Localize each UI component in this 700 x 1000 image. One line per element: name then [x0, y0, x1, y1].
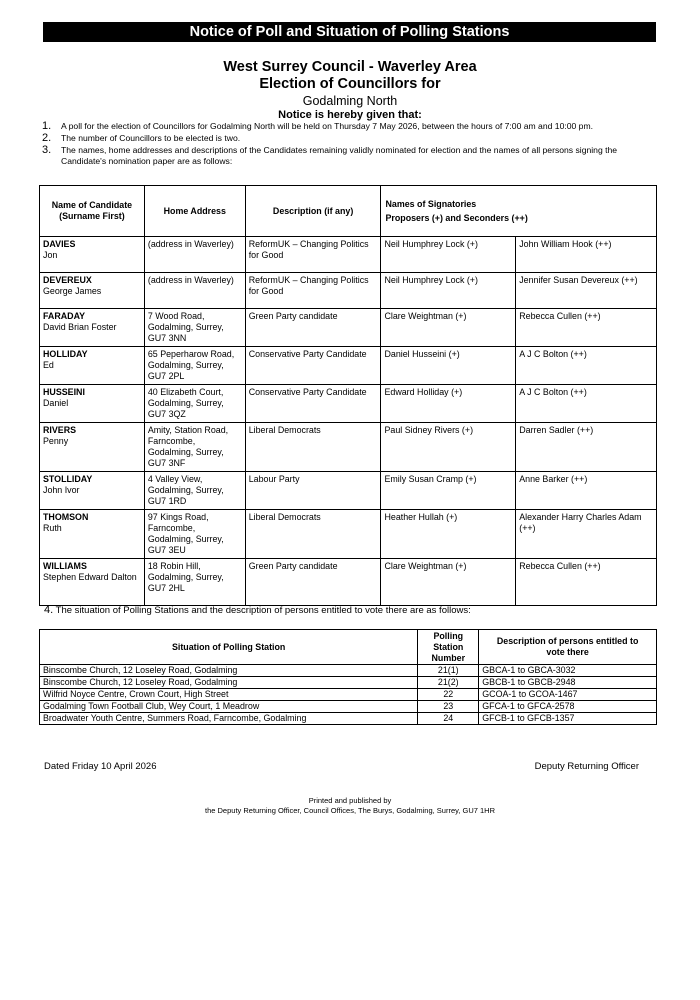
- candidate-row: [40, 472, 657, 510]
- point-number: 3.: [42, 144, 52, 156]
- header-persons-entitled: [479, 630, 657, 665]
- notice-points: [42, 121, 662, 167]
- point-number: 2.: [42, 132, 52, 144]
- notice-heading: Notice is hereby given that:: [278, 109, 422, 121]
- candidate-address: 40 Elizabeth Court, Godalming, Surrey, GU7 3QZ: [144, 385, 245, 423]
- seconder: Rebecca Cullen (++): [516, 559, 657, 606]
- station-row: [40, 665, 657, 677]
- candidate-address: 7 Wood Road, Godalming, Surrey, GU7 3NN: [144, 309, 245, 347]
- notice-point: [42, 145, 662, 166]
- printed-line: the Deputy Returning Officer, Council Offices, The Burys, Godalming, Surrey, GU7 1HR: [205, 806, 495, 815]
- proposer: Edward Holliday (+): [381, 385, 516, 423]
- station-situation: Godalming Town Football Club, Wey Court, 1 Meadrow: [40, 701, 418, 713]
- candidate-surname: WILLIAMS: [43, 561, 87, 571]
- candidate-surname: STOLLIDAY: [43, 474, 93, 484]
- header-candidate-name: [40, 186, 145, 237]
- candidate-surname: RIVERS: [43, 425, 77, 435]
- section-number: 4.: [44, 604, 54, 616]
- candidate-description: Conservative Party Candidate: [245, 347, 381, 385]
- candidate-forenames: Ed: [43, 360, 54, 370]
- station-number: 21(2): [418, 677, 479, 689]
- ward-name: Godalming North: [302, 94, 398, 108]
- header-situation: Situation of Polling Station: [40, 630, 418, 665]
- candidate-description: Green Party candidate: [245, 559, 381, 606]
- proposer: Paul Sidney Rivers (+): [381, 423, 516, 472]
- election-title: Election of Councillors for: [259, 76, 441, 92]
- candidate-description: Conservative Party Candidate: [245, 385, 381, 423]
- candidates-header-row: [40, 186, 657, 237]
- station-persons: GFCA-1 to GFCA-2578: [479, 701, 657, 713]
- candidate-row: [40, 423, 657, 472]
- candidate-surname: DAVIES: [43, 239, 76, 249]
- station-situation: Broadwater Youth Centre, Summers Road, Farncombe, Godalming: [40, 713, 418, 725]
- candidate-description: ReformUK – Changing Politics for Good: [245, 273, 381, 309]
- candidate-row: [40, 559, 657, 606]
- candidate-surname: DEVEREUX: [43, 275, 92, 285]
- candidate-address: (address in Waverley): [144, 237, 245, 273]
- candidate-row: [40, 309, 657, 347]
- candidate-description: Labour Party: [245, 472, 381, 510]
- candidate-description: Liberal Democrats: [245, 423, 381, 472]
- header-text: Number: [431, 652, 466, 663]
- candidate-name: [40, 510, 145, 559]
- candidate-name: [40, 559, 145, 606]
- station-situation: Binscombe Church, 12 Loseley Road, Godalming: [40, 665, 418, 677]
- header-description: Description (if any): [245, 186, 381, 237]
- candidates-table: [39, 185, 657, 606]
- candidate-surname: HUSSEINI: [43, 387, 85, 397]
- candidate-description: Green Party candidate: [245, 309, 381, 347]
- header-text: Proposers (+) and Seconders (++): [385, 213, 528, 223]
- proposer: Daniel Husseini (+): [381, 347, 516, 385]
- seconder: Darren Sadler (++): [516, 423, 657, 472]
- seconder: A J C Bolton (++): [516, 385, 657, 423]
- printed-line: Printed and published by: [308, 796, 392, 805]
- candidate-name: [40, 347, 145, 385]
- candidate-forenames: Jon: [43, 250, 58, 260]
- point-text: The number of Councillors to be elected is two.: [61, 133, 241, 143]
- candidate-name: [40, 423, 145, 472]
- point-text: The names, home addresses and descriptions of the Candidates remaining validly nominated for election and the names of all persons signing the Candidate's nomination paper are as follows:: [61, 145, 618, 166]
- proposer: Emily Susan Cramp (+): [381, 472, 516, 510]
- candidate-address: 97 Kings Road, Farncombe, Godalming, Surrey, GU7 3EU: [144, 510, 245, 559]
- candidate-description: Liberal Democrats: [245, 510, 381, 559]
- candidate-row: [40, 237, 657, 273]
- polling-stations-table: [39, 629, 657, 725]
- notice-banner: Notice of Poll and Situation of Polling Stations: [43, 22, 656, 42]
- notice-point: [42, 133, 662, 144]
- candidate-row: [40, 385, 657, 423]
- candidate-description: ReformUK – Changing Politics for Good: [245, 237, 381, 273]
- candidate-surname: THOMSON: [43, 512, 89, 522]
- candidate-name: [40, 385, 145, 423]
- station-persons: GBCB-1 to GBCB-2948: [479, 677, 657, 689]
- station-persons: GFCB-1 to GFCB-1357: [479, 713, 657, 725]
- seconder: Jennifer Susan Devereux (++): [516, 273, 657, 309]
- header-signatories: [381, 186, 657, 237]
- stations-header-row: [40, 630, 657, 665]
- station-number: 24: [418, 713, 479, 725]
- candidate-address: (address in Waverley): [144, 273, 245, 309]
- candidate-forenames: Ruth: [43, 523, 62, 533]
- proposer: Neil Humphrey Lock (+): [381, 273, 516, 309]
- station-number: 23: [418, 701, 479, 713]
- station-number: 22: [418, 689, 479, 701]
- candidate-name: [40, 237, 145, 273]
- seconder: Anne Barker (++): [516, 472, 657, 510]
- candidate-address: 4 Valley View, Godalming, Surrey, GU7 1RD: [144, 472, 245, 510]
- station-number: 21(1): [418, 665, 479, 677]
- proposer: Neil Humphrey Lock (+): [381, 237, 516, 273]
- notice-point: [42, 121, 662, 132]
- station-row: [40, 713, 657, 725]
- header-text: Station: [433, 641, 464, 652]
- proposer: Clare Weightman (+): [381, 309, 516, 347]
- header-station-number: [418, 630, 479, 665]
- header-text: Polling: [433, 630, 464, 641]
- station-situation: Binscombe Church, 12 Loseley Road, Godalming: [40, 677, 418, 689]
- dated-line: Dated Friday 10 April 2026: [44, 761, 157, 772]
- candidate-name: [40, 309, 145, 347]
- header-home-address: Home Address: [144, 186, 245, 237]
- header-text: Description of persons entitled to: [496, 636, 639, 646]
- candidate-surname: HOLLIDAY: [43, 349, 88, 359]
- candidate-name: [40, 273, 145, 309]
- candidate-row: [40, 273, 657, 309]
- council-title: West Surrey Council - Waverley Area: [223, 59, 477, 75]
- candidate-forenames: Penny: [43, 436, 69, 446]
- candidate-address: Amity, Station Road, Farncombe, Godalming, Surrey, GU7 3NF: [144, 423, 245, 472]
- section-text: The situation of Polling Stations and the description of persons entitled to vote there are as follows:: [55, 605, 471, 616]
- candidate-address: 18 Robin Hill, Godalming, Surrey, GU7 2HL: [144, 559, 245, 606]
- candidate-address: 65 Peperharow Road, Godalming, Surrey, GU7 2PL: [144, 347, 245, 385]
- header-text: (Surname First): [59, 211, 125, 221]
- station-persons: GBCA-1 to GBCA-3032: [479, 665, 657, 677]
- candidate-forenames: Stephen Edward Dalton: [43, 572, 137, 582]
- header-text: vote there: [546, 647, 589, 657]
- station-row: [40, 677, 657, 689]
- candidate-forenames: John Ivor: [43, 485, 80, 495]
- point-number: 1.: [42, 120, 52, 132]
- candidate-name: [40, 472, 145, 510]
- candidate-row: [40, 347, 657, 385]
- station-row: [40, 701, 657, 713]
- station-persons: GCOA-1 to GCOA-1467: [479, 689, 657, 701]
- officer-title: Deputy Returning Officer: [534, 761, 639, 772]
- proposer: Clare Weightman (+): [381, 559, 516, 606]
- seconder: Rebecca Cullen (++): [516, 309, 657, 347]
- candidate-forenames: George James: [43, 286, 102, 296]
- seconder: A J C Bolton (++): [516, 347, 657, 385]
- candidate-surname: FARADAY: [43, 311, 86, 321]
- section-4-heading: [44, 604, 471, 616]
- candidate-forenames: Daniel: [43, 398, 69, 408]
- proposer: Heather Hullah (+): [381, 510, 516, 559]
- station-row: [40, 689, 657, 701]
- candidate-forenames: David Brian Foster: [43, 322, 117, 332]
- seconder: John William Hook (++): [516, 237, 657, 273]
- point-text: A poll for the election of Councillors for Godalming North will be held on Thursday 7 May 2026, between the hours of 7:00 am and 10:00 pm.: [61, 121, 594, 131]
- header-text: Name of Candidate: [51, 200, 133, 210]
- printed-by: [0, 796, 700, 816]
- seconder: Alexander Harry Charles Adam (++): [516, 510, 657, 559]
- header-text: Names of Signatories: [385, 199, 477, 209]
- candidate-row: [40, 510, 657, 559]
- station-situation: Wilfrid Noyce Centre, Crown Court, High Street: [40, 689, 418, 701]
